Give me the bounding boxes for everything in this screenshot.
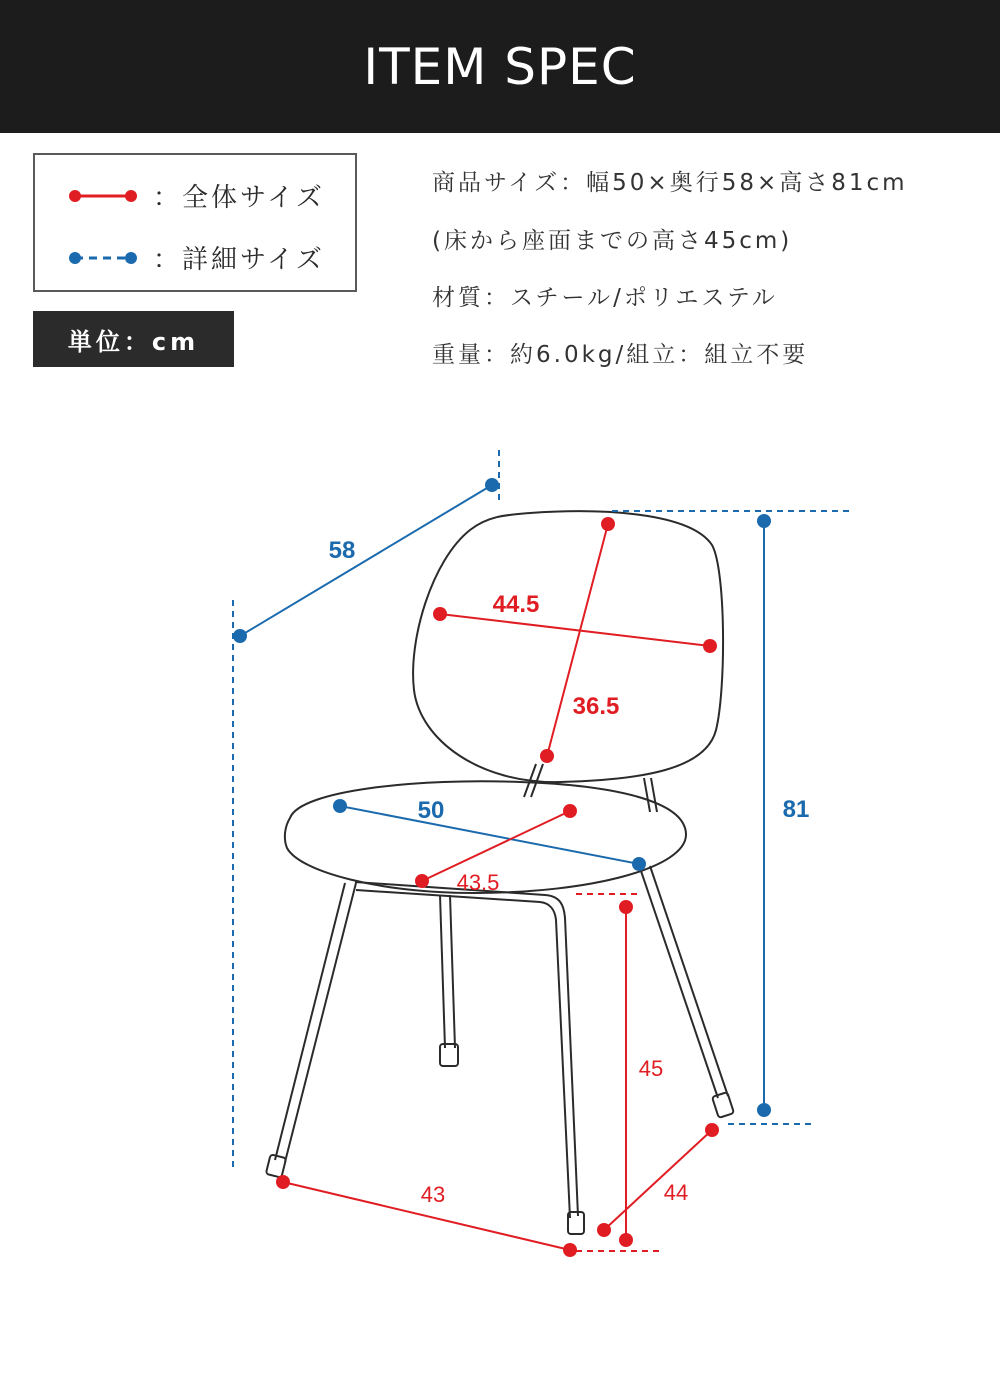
page-title: ITEM SPEC (363, 37, 637, 96)
dim-depth-start (233, 629, 247, 643)
dim-seat-width-label: 50 (417, 797, 445, 824)
unit-label: 単位：cm (67, 327, 200, 356)
leg-back-center (440, 895, 455, 1048)
dim-depth-label: 58 (328, 537, 356, 564)
dim-back-height-start (601, 517, 615, 531)
back-support-right-inner (651, 778, 657, 812)
dim-seat-depth-end (563, 804, 577, 818)
dim-back-width-label: 44.5 (492, 591, 540, 618)
dim-seat-height-end (619, 1233, 633, 1247)
spec-size: 商品サイズ：幅50×奥行58×高さ81cm (432, 170, 908, 196)
dim-seat-height-start (619, 900, 633, 914)
detail-dimensions (233, 450, 852, 1170)
dim-leg-side-line (604, 1130, 712, 1230)
dim-back-height-end (540, 749, 554, 763)
leg-back-right-foot (712, 1092, 734, 1118)
dim-seat-depth-label: 43.5 (456, 870, 500, 895)
dim-depth-end (485, 478, 499, 492)
leg-front-left (275, 883, 356, 1162)
dim-back-width-end (703, 639, 717, 653)
chair-drawing (266, 511, 734, 1234)
dim-leg-front-label: 43 (420, 1182, 446, 1207)
dim-back-width-start (433, 607, 447, 621)
dim-height-label: 81 (782, 796, 810, 823)
dim-seat-depth-start (415, 874, 429, 888)
dim-seat-width-start (333, 799, 347, 813)
dim-seat-height-label: 45 (638, 1056, 664, 1081)
dim-back-height-line (547, 524, 608, 756)
dim-height-start (757, 514, 771, 528)
spec-material: 材質：スチール/ポリエステル (432, 285, 778, 311)
spec-seat-height: (床から座面までの高さ45cm) (432, 228, 793, 254)
dim-back-width-line (440, 614, 710, 646)
dim-seat-width-line (340, 806, 639, 864)
dim-leg-side-start (597, 1223, 611, 1237)
dim-depth-line (240, 485, 492, 636)
dim-leg-front-end (563, 1243, 577, 1257)
overall-dimensions (276, 517, 719, 1257)
leg-front-center (355, 882, 578, 1218)
dim-seat-width-end (632, 857, 646, 871)
dim-leg-side-end (705, 1123, 719, 1137)
dim-height-end (757, 1103, 771, 1117)
dim-leg-side-label: 44 (663, 1180, 689, 1205)
spec-weight: 重量：約6.0kg/組立：組立不要 (432, 342, 809, 368)
dim-leg-front-start (276, 1175, 290, 1189)
chair-backrest (413, 511, 723, 782)
legend-overall-label: ：全体サイズ (153, 183, 325, 213)
back-support-right (644, 778, 650, 812)
legend-detail-label: ：詳細サイズ (153, 245, 325, 275)
dim-back-height-label: 36.5 (572, 693, 620, 720)
